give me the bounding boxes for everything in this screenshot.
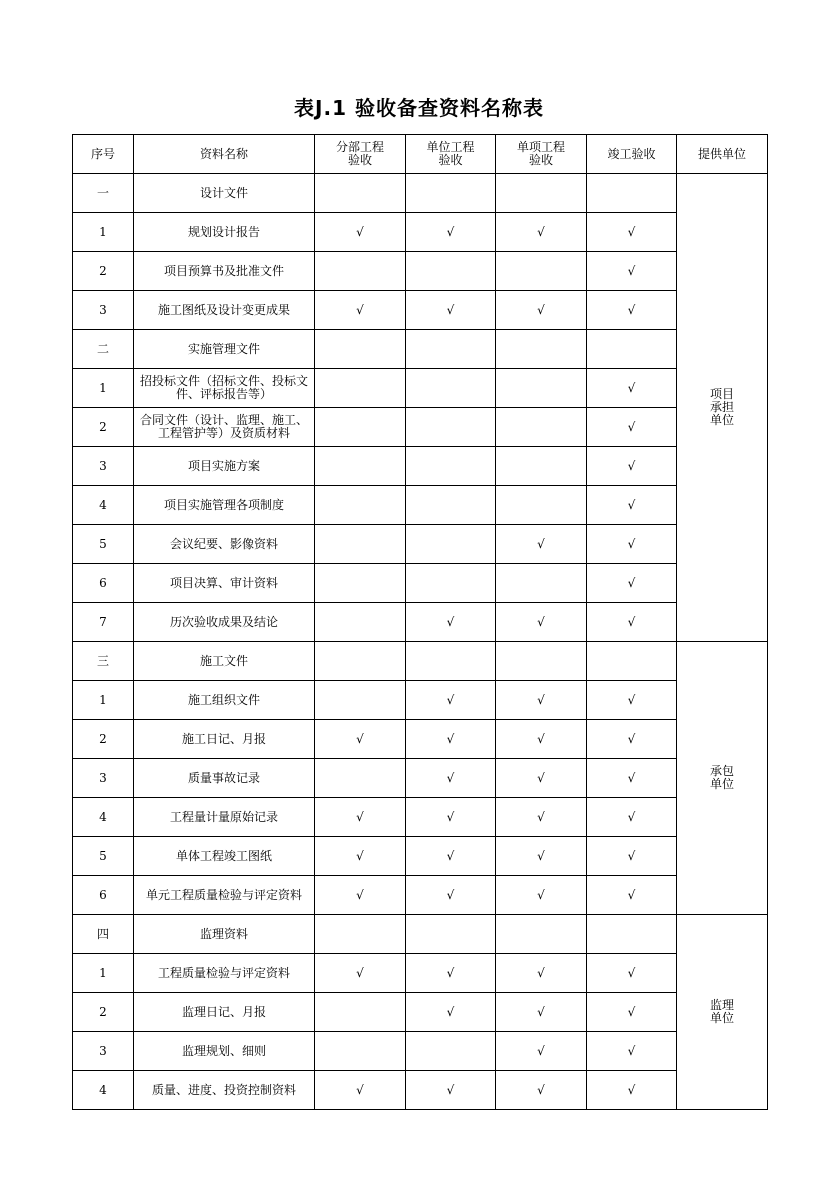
check-mark: √ [627,497,636,512]
check-cell-danxiang [496,291,587,330]
check-mark: √ [446,965,455,980]
row-name [134,954,315,993]
check-cell-danwei [406,993,496,1032]
check-cell-jungong [587,759,677,798]
row-name-text: 招投标文件（招标文件、投标文件、评标报告等） [139,374,308,401]
check-cell-danwei [406,525,496,564]
check-cell-fenbu [315,720,406,759]
row-name-text: 合同文件（设计、监理、施工、工程管护等）及资质材料 [139,413,308,440]
row-name [134,876,315,915]
check-cell-jungong [587,642,677,681]
table-row [73,369,768,408]
table-row [73,681,768,720]
check-cell-danwei [406,1071,496,1110]
table-row [73,408,768,447]
table-row [73,486,768,525]
check-cell-fenbu [315,681,406,720]
check-cell-jungong [587,1032,677,1071]
check-cell-jungong [587,876,677,915]
header-provider: 提供单位 [677,135,768,174]
check-cell-fenbu [315,447,406,486]
row-name-text: 监理日记、月报 [181,1004,266,1019]
check-mark: √ [627,1082,636,1097]
row-name-text: 质量事故记录 [187,770,260,785]
row-seq: 3 [73,291,134,330]
table-row [73,993,768,1032]
row-name-text: 施工图纸及设计变更成果 [157,302,290,317]
check-cell-danwei [406,174,496,213]
check-cell-danxiang [496,213,587,252]
check-cell-danxiang [496,603,587,642]
check-cell-jungong [587,720,677,759]
check-cell-danxiang [496,564,587,603]
row-name [134,603,315,642]
check-mark: √ [446,224,455,239]
check-cell-fenbu [315,798,406,837]
row-name [134,642,315,681]
check-mark: √ [356,848,364,863]
check-mark: √ [537,1082,545,1097]
row-name [134,525,315,564]
check-mark: √ [446,848,455,863]
check-cell-danxiang [496,330,587,369]
header-fenbu [315,135,406,174]
table-row [73,798,768,837]
check-cell-danwei [406,330,496,369]
check-cell-fenbu [315,642,406,681]
row-name-text: 项目决算、审计资料 [169,575,278,590]
provider-cell [677,174,768,642]
row-name-text: 项目实施管理各项制度 [163,497,284,512]
check-cell-fenbu [315,291,406,330]
row-name-text: 工程质量检验与评定资料 [157,965,290,980]
check-cell-danxiang [496,447,587,486]
check-cell-danwei [406,837,496,876]
row-name-text: 历次验收成果及结论 [169,614,278,629]
check-cell-danxiang [496,1071,587,1110]
row-seq: 一 [73,174,134,213]
check-cell-danxiang [496,369,587,408]
row-name [134,486,315,525]
check-cell-fenbu [315,174,406,213]
check-cell-jungong [587,993,677,1032]
check-cell-danxiang [496,720,587,759]
row-name-text: 设计文件 [199,185,248,200]
check-cell-jungong [587,798,677,837]
check-cell-danwei [406,291,496,330]
check-mark: √ [627,965,636,980]
row-name-text: 实施管理文件 [187,341,260,356]
check-mark: √ [537,731,545,746]
check-mark: √ [627,458,636,473]
check-cell-danxiang [496,954,587,993]
row-name [134,174,315,213]
row-seq: 三 [73,642,134,681]
provider-cell [677,915,768,1110]
header-danwei [406,135,496,174]
check-mark: √ [627,614,636,629]
check-mark: √ [446,887,455,902]
check-cell-danwei [406,954,496,993]
row-seq: 二 [73,330,134,369]
check-cell-danxiang [496,525,587,564]
check-cell-jungong [587,408,677,447]
check-cell-danwei [406,486,496,525]
check-mark: √ [627,263,636,278]
check-mark: √ [537,692,545,707]
check-cell-jungong [587,213,677,252]
table-row [73,1032,768,1071]
row-name [134,720,315,759]
check-cell-danxiang [496,1032,587,1071]
check-cell-jungong [587,1071,677,1110]
check-cell-jungong [587,564,677,603]
row-seq: 1 [73,954,134,993]
check-mark: √ [537,848,545,863]
check-cell-danwei [406,213,496,252]
check-cell-danwei [406,681,496,720]
check-cell-jungong [587,837,677,876]
check-mark: √ [446,692,455,707]
table-row [73,291,768,330]
row-name [134,291,315,330]
check-cell-danwei [406,447,496,486]
check-mark: √ [537,887,545,902]
row-seq: 7 [73,603,134,642]
check-mark: √ [446,731,455,746]
row-seq: 4 [73,798,134,837]
check-mark: √ [537,302,545,317]
header-fenbu-label: 分部工程验收 [335,140,384,167]
check-cell-fenbu [315,837,406,876]
check-cell-fenbu [315,759,406,798]
check-mark: √ [627,302,636,317]
check-cell-fenbu [315,213,406,252]
row-name [134,408,315,447]
check-mark: √ [446,1004,455,1019]
table-row [73,174,768,213]
row-name-text: 项目实施方案 [187,458,260,473]
table-body [73,174,768,1110]
table-row [73,603,768,642]
row-seq: 4 [73,1071,134,1110]
check-mark: √ [627,575,636,590]
row-seq: 6 [73,564,134,603]
check-cell-fenbu [315,408,406,447]
table-row [73,642,768,681]
check-cell-danwei [406,564,496,603]
row-name-text: 监理资料 [199,926,248,941]
check-cell-jungong [587,525,677,564]
check-mark: √ [537,1004,545,1019]
check-mark: √ [537,770,545,785]
check-cell-fenbu [315,525,406,564]
check-mark: √ [356,731,364,746]
table-row [73,876,768,915]
check-cell-danwei [406,603,496,642]
check-mark: √ [627,419,636,434]
table-row [73,954,768,993]
check-cell-danwei [406,876,496,915]
table-row [73,837,768,876]
check-cell-danwei [406,915,496,954]
row-seq: 6 [73,876,134,915]
check-cell-fenbu [315,330,406,369]
check-cell-jungong [587,603,677,642]
check-cell-danxiang [496,798,587,837]
row-name-text: 施工组织文件 [187,692,260,707]
table-row [73,720,768,759]
check-cell-danxiang [496,408,587,447]
provider-label: 承包单位 [709,764,734,791]
check-mark: √ [627,692,636,707]
check-mark: √ [627,770,636,785]
check-mark: √ [537,536,545,551]
check-mark: √ [446,770,455,785]
row-name [134,915,315,954]
table-row [73,213,768,252]
row-name [134,1032,315,1071]
check-cell-jungong [587,915,677,954]
row-name [134,837,315,876]
check-mark: √ [537,224,545,239]
check-mark: √ [356,1082,364,1097]
row-name [134,564,315,603]
check-cell-jungong [587,252,677,291]
row-seq: 2 [73,993,134,1032]
row-seq: 2 [73,408,134,447]
check-cell-jungong [587,291,677,330]
header-danxiang [496,135,587,174]
header-danxiang-label: 单项工程验收 [516,140,565,167]
check-mark: √ [446,614,455,629]
header-danwei-label: 单位工程验收 [426,140,475,167]
check-cell-fenbu [315,1071,406,1110]
row-seq: 2 [73,252,134,291]
check-cell-danwei [406,408,496,447]
check-mark: √ [537,809,545,824]
table-row [73,564,768,603]
check-mark: √ [446,1082,455,1097]
table-row [73,525,768,564]
row-name-text: 施工日记、月报 [181,731,266,746]
check-mark: √ [627,224,636,239]
check-mark: √ [446,302,455,317]
row-name [134,681,315,720]
row-seq: 4 [73,486,134,525]
check-cell-danxiang [496,876,587,915]
check-cell-danxiang [496,642,587,681]
row-name [134,798,315,837]
check-cell-danwei [406,252,496,291]
check-mark: √ [356,809,364,824]
row-name-text: 项目预算书及批准文件 [163,263,284,278]
row-name-text: 单元工程质量检验与评定资料 [145,887,302,902]
check-cell-fenbu [315,954,406,993]
check-cell-danwei [406,369,496,408]
check-cell-jungong [587,681,677,720]
row-name-text: 监理规划、细则 [181,1043,266,1058]
check-mark: √ [537,614,545,629]
check-mark: √ [446,809,455,824]
row-name [134,993,315,1032]
check-cell-fenbu [315,876,406,915]
row-name-text: 质量、进度、投资控制资料 [151,1082,296,1097]
row-name [134,213,315,252]
check-mark: √ [537,965,545,980]
header-seq: 序号 [73,135,134,174]
row-seq: 四 [73,915,134,954]
check-mark: √ [537,1043,545,1058]
row-name [134,447,315,486]
row-name-text: 规划设计报告 [187,224,260,239]
provider-label: 监理单位 [709,998,734,1025]
check-cell-danxiang [496,681,587,720]
table-row [73,447,768,486]
row-name-text: 施工文件 [199,653,248,668]
archive-materials-table [72,134,768,1110]
check-cell-danxiang [496,837,587,876]
header-jungong: 竣工验收 [587,135,677,174]
row-seq: 3 [73,759,134,798]
row-seq: 1 [73,681,134,720]
check-cell-danwei [406,1032,496,1071]
check-cell-jungong [587,954,677,993]
check-mark: √ [627,848,636,863]
check-mark: √ [356,302,364,317]
table-row [73,252,768,291]
check-cell-jungong [587,486,677,525]
row-seq: 1 [73,213,134,252]
row-seq: 5 [73,525,134,564]
check-cell-danxiang [496,486,587,525]
check-mark: √ [356,224,364,239]
check-cell-fenbu [315,915,406,954]
check-cell-danxiang [496,993,587,1032]
check-cell-danxiang [496,915,587,954]
row-seq: 5 [73,837,134,876]
table-title: 表J.1 验收备查资料名称表 [294,96,544,120]
check-cell-danwei [406,720,496,759]
check-cell-jungong [587,369,677,408]
check-mark: √ [627,809,636,824]
check-cell-fenbu [315,252,406,291]
row-seq: 2 [73,720,134,759]
check-cell-danxiang [496,759,587,798]
check-cell-fenbu [315,564,406,603]
row-name [134,759,315,798]
check-cell-danwei [406,798,496,837]
check-mark: √ [627,731,636,746]
row-seq: 1 [73,369,134,408]
check-cell-fenbu [315,486,406,525]
check-cell-danwei [406,642,496,681]
row-name-text: 单体工程竣工图纸 [175,848,272,863]
check-mark: √ [627,380,636,395]
row-name [134,330,315,369]
provider-cell [677,642,768,915]
header-row [73,135,768,174]
row-name-text: 工程量计量原始记录 [169,809,278,824]
check-mark: √ [627,536,636,551]
check-cell-danxiang [496,174,587,213]
check-cell-fenbu [315,603,406,642]
check-cell-danxiang [496,252,587,291]
check-cell-fenbu [315,369,406,408]
table-row [73,915,768,954]
check-mark: √ [356,965,364,980]
check-cell-jungong [587,174,677,213]
check-cell-jungong [587,447,677,486]
check-mark: √ [627,1004,636,1019]
row-name-text: 会议纪要、影像资料 [169,536,278,551]
table-row [73,759,768,798]
row-name [134,252,315,291]
check-mark: √ [627,887,636,902]
check-mark: √ [356,887,364,902]
check-mark: √ [627,1043,636,1058]
check-cell-jungong [587,330,677,369]
provider-label: 项目承担单位 [709,387,734,427]
check-cell-fenbu [315,993,406,1032]
check-cell-fenbu [315,1032,406,1071]
row-seq: 3 [73,1032,134,1071]
row-name [134,1071,315,1110]
table-row [73,1071,768,1110]
table-row [73,330,768,369]
row-seq: 3 [73,447,134,486]
header-name: 资料名称 [134,135,315,174]
row-name [134,369,315,408]
check-cell-danwei [406,759,496,798]
